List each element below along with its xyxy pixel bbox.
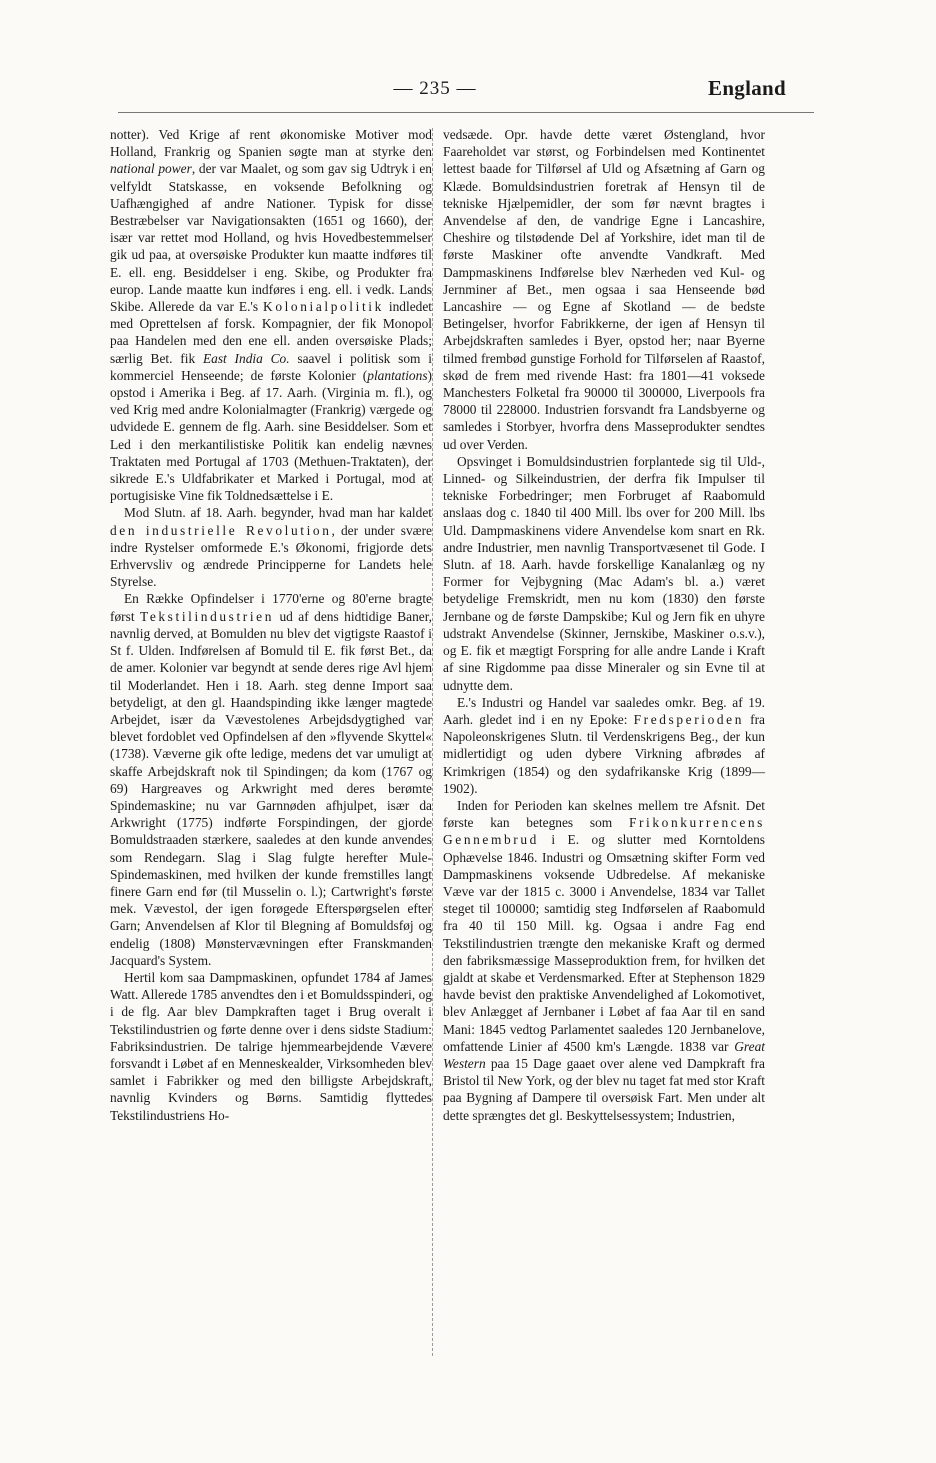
spaced-term: den industrielle Revolution — [110, 522, 332, 538]
spaced-term: Fredsperioden — [633, 711, 744, 727]
left-column — [110, 126, 432, 1124]
emphasis: national power — [110, 161, 192, 177]
paragraph: vedsæde. Opr. havde dette været Østengland, hvor Faareholdet var størst, og Forbindelsen med Kontinentet lettest baade for Tilførsel af Uld og Afsætning af Garn og Klæde. Bomuldsindustrien foretrak af Hensyn til de tekniske Hjælpemidler, der som før nævnt bragtes i Anvendelse af den, de vandrige Egne i Lancashire, Cheshire og tilstødende Del af Yorkshire, idet man til de første Maskiner ofte anvendte Vandkraft. Med Dampmaskinens Indførelse blev Nærheden ved Kul- og Jernminer af Bet., men ogsaa i saa Henseende bød Lancashire — og Egne af Skotland — de bedste Betingelser, hvorfor Fabrikkerne, der igen af Hensyn til Arbejdskraften samledes i Byer, opstod her; naar Byerne tilmed frembød gunstige Forhold for Tilførselen af Raastof, skød de frem med rivende Hast: fra 1801—41 voksede Manchesters Folketal fra 90000 til 300000, Liverpools fra 78000 til 228000. Industrien forsvandt fra Landsbyerne og samledes i Storbyer, hvorfra dens Masseprodukter sendtes ud over Verden. — [443, 127, 765, 452]
right-column — [443, 126, 765, 1124]
emphasis: Great Western — [443, 1038, 765, 1071]
page-number: — 235 — — [393, 78, 477, 99]
spaced-term: Kolonialpolitik — [263, 299, 384, 315]
spaced-term: Tekstilindustrien — [140, 608, 275, 624]
header-rule — [118, 112, 814, 113]
emphasis: plantations — [367, 367, 428, 383]
paragraph: E.'s Industri og Handel var saaledes omkr. Beg. af 19. Aarh. gledet ind i en ny Epoke: Fredsperioden fra Napoleonskrigenes Slutn. til Verdenskrigens Beg., der kun midlertidigt og uden dybere Virkning afbrødes af Krimkrigen (1854) og den sydafrikanske Krig (1899—1902). — [443, 694, 765, 796]
paragraph: En Række Opfindelser i 1770'erne og 80'erne bragte først Tekstilindustrien ud af dens hidtidige Baner, navnlig derved, at Bomulden nu blev det vigtigste Raastof i St f. Ulden. Indførelsen af Bomuld til E. fik først Bet., da de amer. Kolonier var begyndt at sende deres rige Avl hjem til Moderlandet. Hen i 18. Aarh. steg denne Import saa betydeligt, at den gl. Haandspinding ikke længer magtede Arbejdet, især da Vævestolenes Arbejdsdygtighed var blevet fordoblet ved Opfindelsen af den »flyvende Skyttel« (1738). Væverne gik ofte ledige, medens det var umuligt at skaffe Arbejdskraft nok til Spindingen; da kom (1767 og 69) Hargreaves og Arkwright med deres berømte Spindemaskine; nu var Garnnøden afhjulpet, især da Arkwright (1775) indførte Forspindingen, der gjorde Bomuldstraaden stærkere, saaledes at den kunde anvendes som Rendegarn. Slag i Slag fulgte herefter Mule-Spindemaskinen, med hvilken der kunde fremstilles langt finere Garn end før (til Musselin o. l.); Cartwright's første mek. Vævestol, der igen forøgede Efterspørgselen efter Garn; Anvendelsen af Klor til Blegning af Bomuldsføj og endelig (1808) Mønstervævningen efter Franskmanden Jacquard's System. — [110, 591, 432, 968]
emphasis: East India Co. — [202, 350, 290, 366]
spaced-term: Frikonkurrencens Gennembrud — [443, 815, 765, 848]
column-divider — [432, 128, 433, 1356]
paragraph: Mod Slutn. af 18. Aarh. begynder, hvad man har kaldet den industrielle Revolution, der under svære indre Rystelser omformede E.'s Økonomi, frigjorde dets Erhvervsliv og ændrede Principperne for Landets hele Styrelse. — [110, 505, 432, 590]
paragraph: Inden for Perioden kan skelnes mellem tre Afsnit. Det første kan betegnes som Frikonkurrencens Gennembrud i E. og slutter med Korntoldens Ophævelse 1846. Industri og Omsætning skifter Form ved Dampmaskinens voksende Udbredelse. Af mekaniske Væve var der 1815 c. 3000 i Anvendelse, 1834 var Tallet steget til 100000; samtidig steg Indførselen af Raabomuld fra 40 til 150 Mill. kg. Ogsaa i andre Fag end Tekstilindustrien trængte den mekaniske Kraft og dermed den fabriksmæssige Masseproduktion frem, for hvilken det gjaldt at skabe et Verdensmarked. Efter at Stephenson 1829 havde bevist den praktiske Anvendelighed af Lokomotivet, blev Anlægget af Jernbaner i Løbet af faa Aar til en sand Mani: 1845 vedtog Parlamentet saaledes 120 Jernbanelove, omfattende Linier af 4500 km's Længde. 1838 var Great Western paa 15 Dage gaaet over alene ved Dampkraft fra Bristol til New York, og der blev nu taget fat med stor Kraft paa Bygning af Dampere til oversøisk Fart. Men under alt dette sprængtes det gl. Beskyttelsessystem; Industrien, — [443, 797, 765, 1123]
running-head-title: England — [708, 76, 786, 100]
paragraph: Hertil kom saa Dampmaskinen, opfundet 1784 af James Watt. Allerede 1785 anvendtes den i et Bomuldsspinderi, og i de flg. Aar blev Dampkraften taget i Brug overalt i Tekstilindustrien og førte denne over i dens sidste Stadium: Fabriksindustrien. De talrige hjemmearbejdende Vævere forsvandt i Løbet af en Menneskealder, Virksomheden blev samlet i Fabrikker og med den billigste Arbejdskraft, navnlig Kvinders og Børns. Samtidig flyttedes Tekstilindustriens Ho- — [110, 969, 432, 1123]
paragraph: notter). Ved Krige af rent økonomiske Motiver mod Holland, Frankrig og Spanien søgte man at styrke den national power, der var Maalet, og som gav sig Udtryk i en velfyldt Statskasse, en voksende Befolkning og Uafhængighed af andre Nationer. Typisk for disse Bestræbelser var Navigationsakten (1651 og 1660), der især var rettet mod Holland, og hvis Hovedbestemmelser gik ud paa, at oversøiske Produkter kun maatte indføres til E. ell. eng. Besiddelser i eng. Skibe, og Produkter fra europ. Lande maatte kun indføres i eng. ell. i vedk. Lands Skibe. Allerede da var E.'s Kolonialpolitik indledet med Oprettelsen af forsk. Kompagnier, der fik Monopol paa Handelen med den ene ell. anden oversøiske Plads; særlig Bet. fik East India Co. saavel i politisk som i kommerciel Henseende; de første Kolonier (plantations) opstod i Amerika i Beg. af 17. Aarh. (Virginia m. fl.), og ved Krig med andre Kolonialmagter (Frankrig) værgede og udvidede E. gennem de flg. Aarh. sine Besiddelser. Som et Led i den merkantilistiske Politik kan endelig nævnes Traktaten med Portugal af 1703 (Methuen-Traktaten), der sikrede E.'s Uldfabrikater et Marked i Portugal, mod at portugisiske Vine fik Toldnedsættelse i E. — [110, 127, 432, 504]
paragraph: Opsvinget i Bomuldsindustrien forplantede sig til Uld-, Linned- og Silkeindustrien, der derfra fik Impulser til tekniske Forbedringer; men Forbruget af Raabomuld anslaas dog c. 1840 til 400 Mill. lbs over for 200 Mill. lbs Uld. Dampmaskinens videre Anvendelse kom snart en Rk. andre Industrier, men navnlig Transportvæsenet til Gode. I Slutn. af 18. Aarh. havde forskellige Kanalanlæg og ny Former for Vejbygning (Mac Adam's bl. a.) været betydelige Fremskridt, men nu kom (1830) den første Jernbane og de første Dampskibe; Kul og Jern fik en uhyre udstrakt Anvendelse (Skinner, Jernskibe, Maskiner o.s.v.), og E. fik et mægtigt Forspring for alle andre Lande i Kraft af sine Rigdomme paa disse Mineraler og sin Evne til at udnytte dem. — [443, 453, 765, 693]
